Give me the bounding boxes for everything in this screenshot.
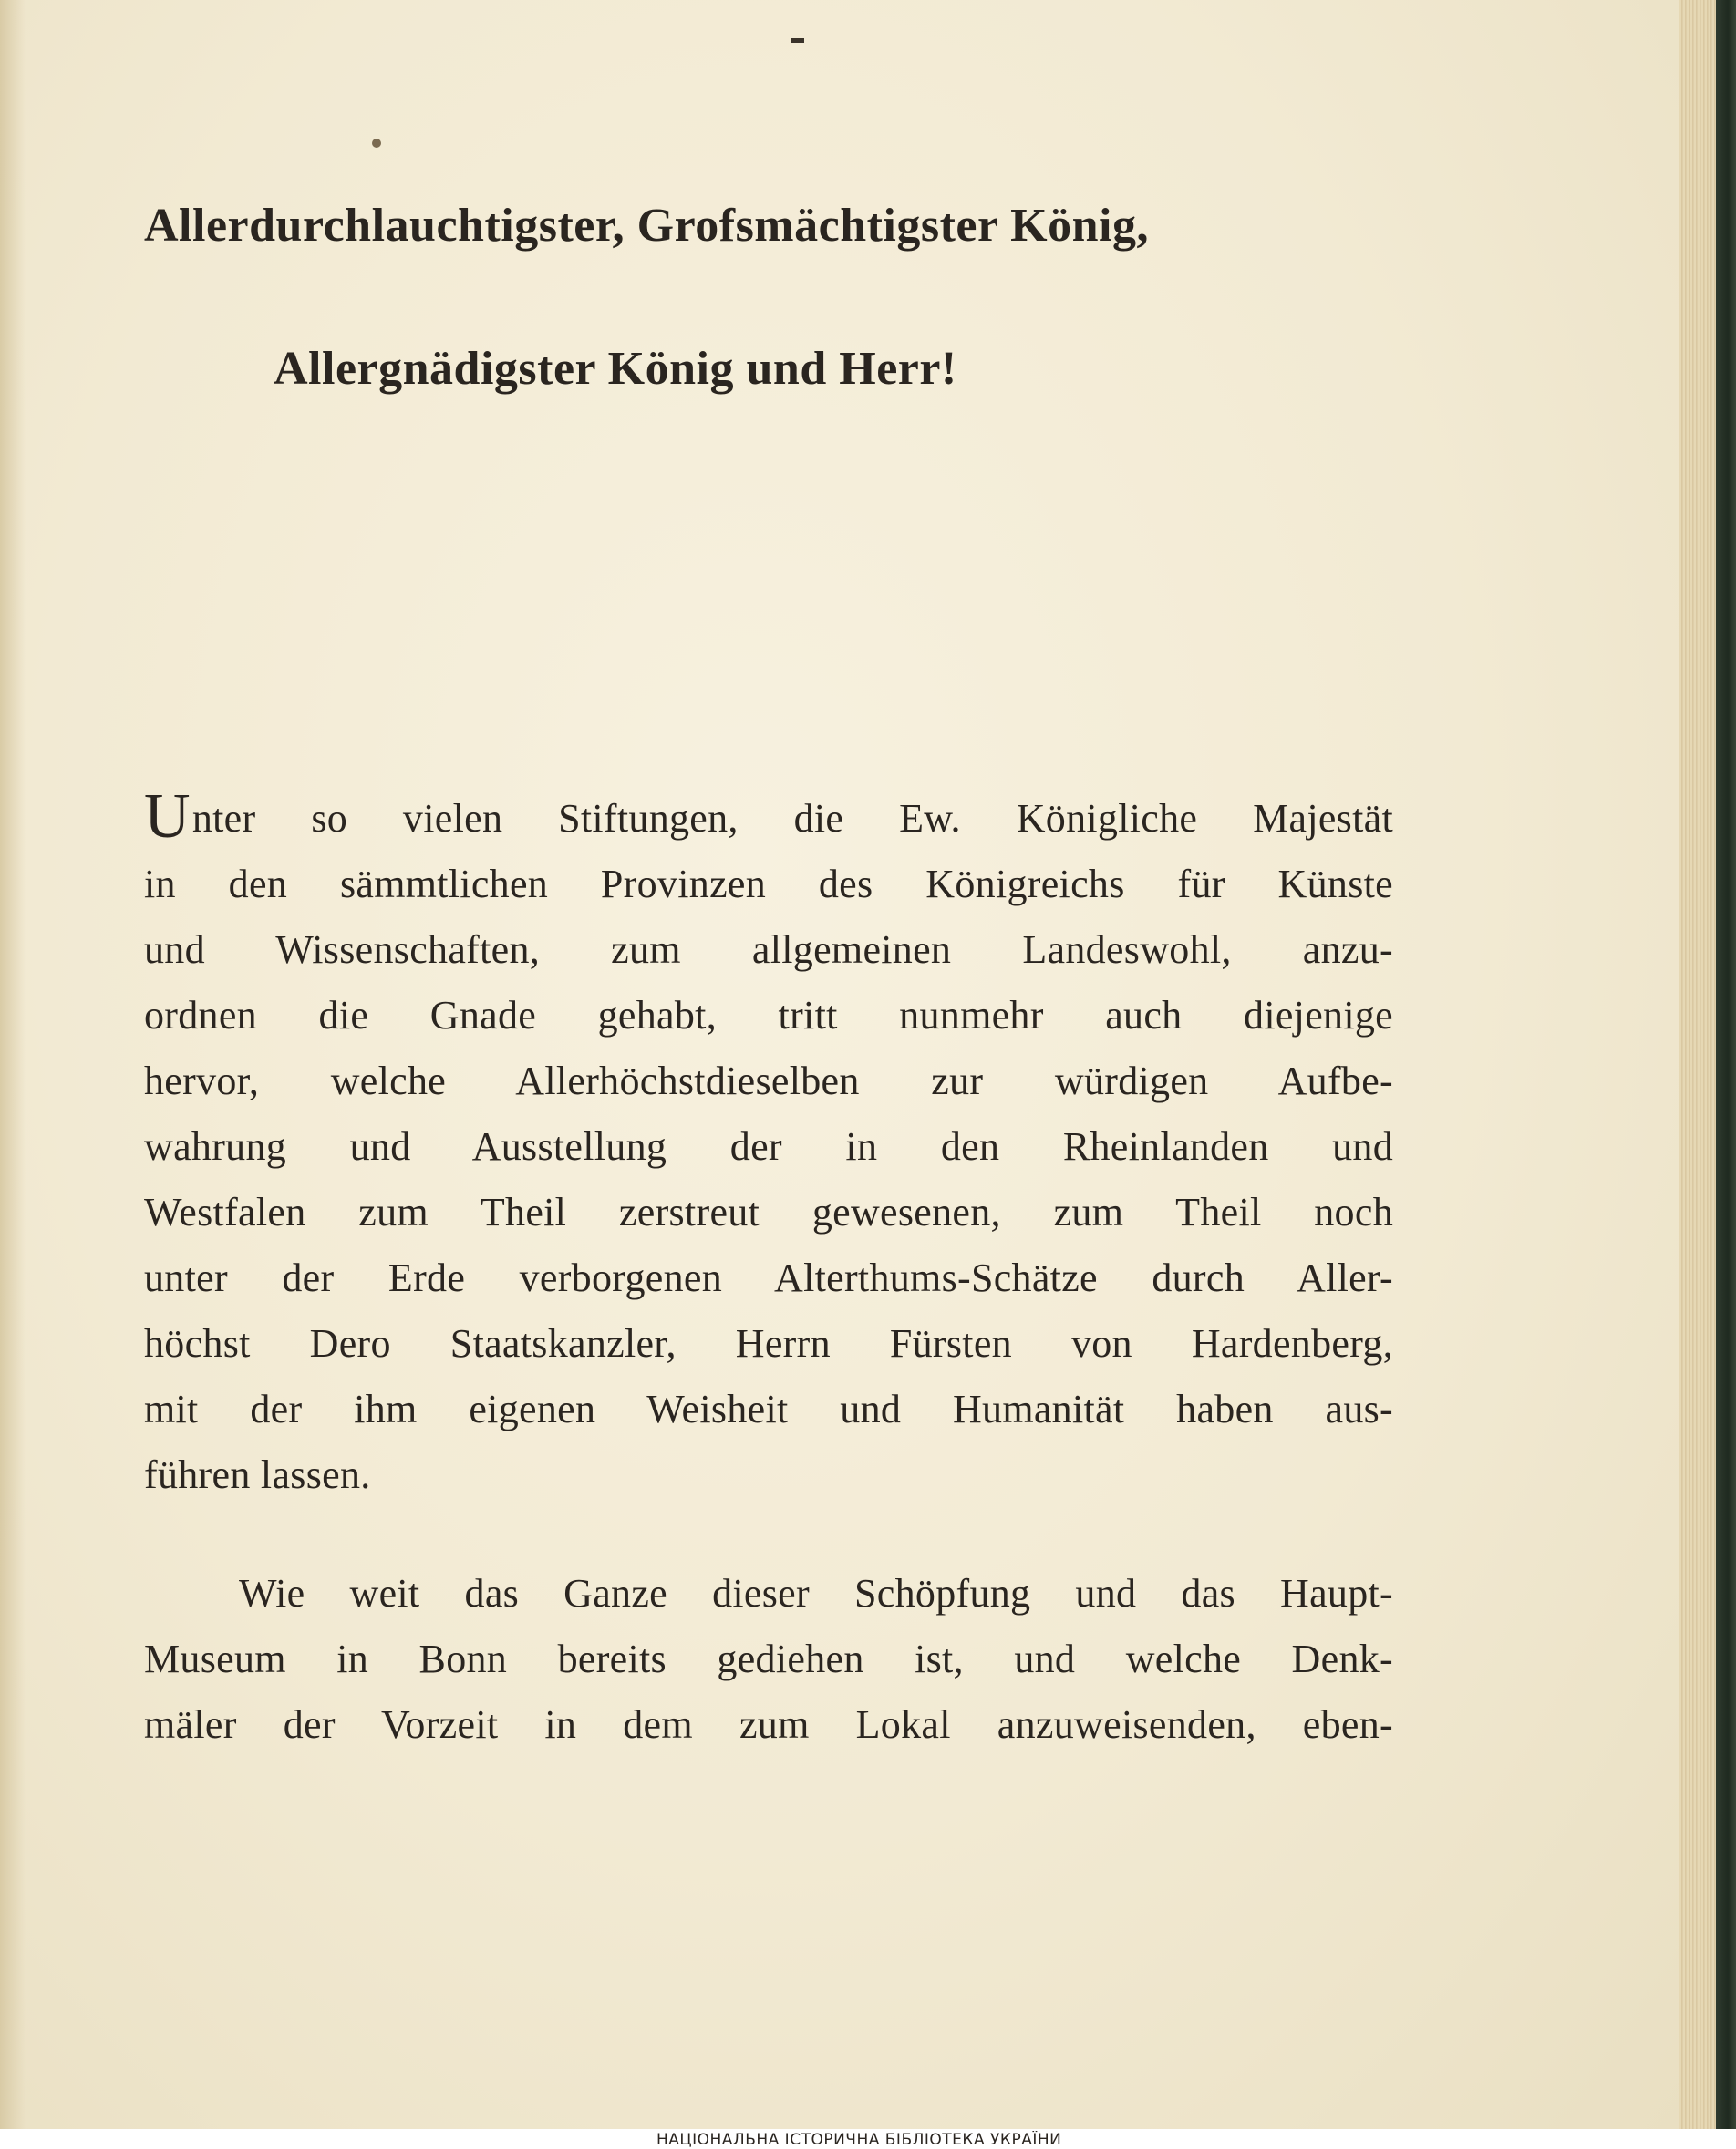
line-text: nter so vielen Stiftungen, die Ew. Königliche Majestät bbox=[191, 796, 1393, 841]
salutation-line-2: Allergnädigster König und Herr! bbox=[274, 343, 957, 395]
salutation-line-1: Allerdurchlauchtigster, Grofsmächtigster König, bbox=[144, 200, 1149, 252]
book-cover-edge bbox=[1716, 0, 1736, 2129]
text-line: mäler der Vorzeit in dem zum Lokal anzuweisenden, eben- bbox=[144, 1702, 1393, 1747]
text-line: höchst Dero Staatskanzler, Herrn Fürsten von Hardenberg, bbox=[144, 1321, 1393, 1366]
text-line: in den sämmtlichen Provinzen des Königreichs für Künste bbox=[144, 862, 1393, 906]
text-line: Museum in Bonn bereits gediehen ist, und welche Denk- bbox=[144, 1637, 1393, 1681]
text-line: und Wissenschaften, zum allgemeinen Landeswohl, anzu- bbox=[144, 927, 1393, 972]
library-stamp: НАЦІОНАЛЬНА ІСТОРИЧНА БІБЛІОТЕКА УКРАЇНИ bbox=[656, 2131, 1062, 2149]
text-line: mit der ihm eigenen Weisheit und Humanität haben aus- bbox=[144, 1387, 1393, 1431]
text-line: Westfalen zum Theil zerstreut gewesenen, zum Theil noch bbox=[144, 1190, 1393, 1235]
text-line: unter der Erde verborgenen Alterthums-Schätze durch Aller- bbox=[144, 1255, 1393, 1300]
text-line: wahrung und Ausstellung der in den Rheinlanden und bbox=[144, 1124, 1393, 1169]
paragraph-1 bbox=[144, 781, 1393, 1508]
text-line: Wie weit das Ganze dieser Schöpfung und das Haupt- bbox=[239, 1571, 1393, 1616]
text-line: hervor, welche Allerhöchstdieselben zur würdigen Aufbe- bbox=[144, 1059, 1393, 1103]
text-line: ordnen die Gnade gehabt, tritt nunmehr auch diejenige bbox=[144, 993, 1393, 1038]
ink-dot bbox=[372, 139, 381, 148]
page-mark bbox=[791, 38, 804, 43]
drop-cap: U bbox=[144, 781, 191, 852]
text-line: führen lassen. bbox=[144, 1452, 371, 1497]
gutter-shadow bbox=[0, 0, 26, 2129]
page-edges bbox=[1679, 0, 1716, 2129]
text-line bbox=[144, 781, 1393, 852]
paragraph-2 bbox=[144, 1561, 1393, 1758]
